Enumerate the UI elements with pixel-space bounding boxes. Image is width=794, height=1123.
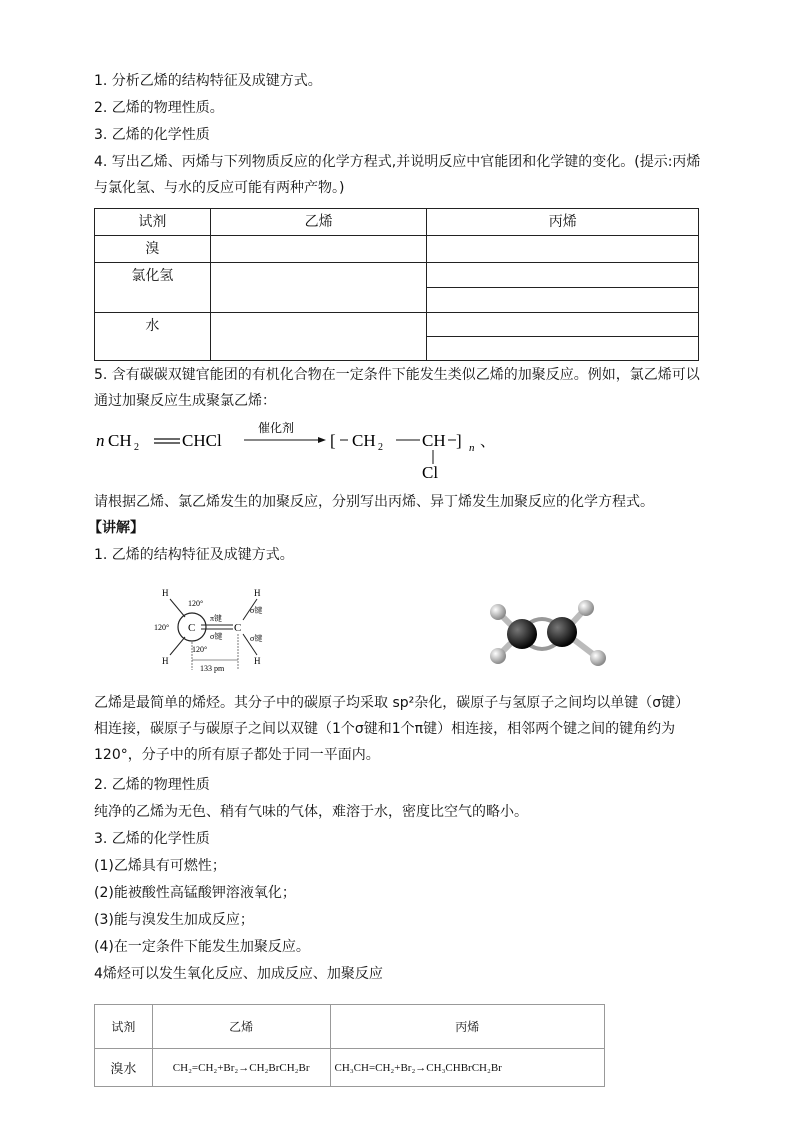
header-ethene: 乙烯 — [152, 1005, 330, 1049]
explain-s3-title: 3. 乙烯的化学性质 — [94, 831, 210, 847]
svg-text:n: n — [96, 431, 105, 450]
question-5: 5. 含有碳碳双键官能团的有机化合物在一定条件下能发生类似乙烯的加聚反应。例如，氯乙烯可以通过加聚反应生成聚氯乙烯： — [94, 367, 700, 409]
svg-text:2: 2 — [134, 442, 139, 453]
arrow-icon — [318, 437, 326, 443]
svg-text:σ键: σ键 — [250, 634, 263, 643]
propene-bromine-equation: CH₃CH=CH₂+Br₂→CH₃CHBrCH₂Br — [330, 1049, 604, 1087]
cell-empty — [210, 313, 427, 361]
question-1: 1. 分析乙烯的结构特征及成键方式。 — [94, 73, 322, 89]
reaction-table — [94, 208, 699, 361]
svg-text:H: H — [162, 588, 169, 598]
header-propene: 丙烯 — [330, 1005, 604, 1049]
polymerization-equation — [94, 418, 514, 482]
cell-empty — [210, 263, 427, 313]
svg-text:、: 、 — [480, 434, 496, 450]
svg-text:Cl: Cl — [422, 463, 439, 482]
question-5-ask: 请根据乙烯、氯乙烯发生的加聚反应，分别写出丙烯、异丁烯发生加聚反应的化学方程式。 — [94, 494, 654, 510]
question-2: 2. 乙烯的物理性质。 — [94, 100, 224, 116]
cell-empty — [427, 288, 699, 313]
svg-text:CH: CH — [352, 431, 376, 450]
svg-text:C: C — [234, 622, 242, 634]
header-reagent: 试剂 — [95, 1005, 153, 1049]
cell-empty — [427, 236, 699, 263]
explain-s2-body: 纯净的乙烯为无色、稍有气味的气体，难溶于水，密度比空气的略小。 — [94, 804, 528, 820]
header-reagent: 试剂 — [95, 209, 211, 236]
catalyst-label: 催化剂 — [258, 421, 295, 435]
explain-heading: 【讲解】 — [88, 520, 144, 536]
reagent-bromine-water: 溴水 — [95, 1049, 153, 1087]
ethene-ball-stick-model — [482, 594, 612, 674]
header-ethene: 乙烯 — [210, 209, 427, 236]
explain-s1-body: 乙烯是最简单的烯烃。其分子中的碳原子均采取 sp²杂化，碳原子与氢原子之间均以单键（σ键）相连接，碳原子与碳原子之间以双键（1个σ键和1个π键）相连接，相邻两个键之间的键角约为120°，分子中的所有原子都处于同一平面内。 — [94, 695, 690, 763]
reagent-water: 水 — [95, 313, 211, 361]
svg-text:σ键: σ键 — [250, 606, 263, 615]
property-1: (1)乙烯具有可燃性； — [94, 858, 226, 874]
svg-text:CH: CH — [422, 431, 446, 450]
ethene-bromine-equation: CH₂=CH₂+Br₂→CH₂BrCH₂Br — [152, 1049, 330, 1087]
svg-text:H: H — [254, 588, 261, 598]
cell-empty — [210, 236, 427, 263]
cell-empty — [427, 263, 699, 288]
reagent-bromine: 溴 — [95, 236, 211, 263]
svg-text:σ键: σ键 — [210, 632, 223, 641]
explain-s4-title: 4烯烃可以发生氧化反应、加成反应、加聚反应 — [94, 966, 383, 982]
cell-empty — [427, 337, 699, 361]
answer-table — [94, 1004, 605, 1087]
question-4: 4. 写出乙烯、丙烯与下列物质反应的化学方程式,并说明反应中官能团和化学键的变化。(提示:丙烯与氯化氢、与水的反应可能有两种产物。) — [94, 154, 701, 196]
property-3: (3)能与溴发生加成反应； — [94, 912, 254, 928]
svg-text:CHCl: CHCl — [182, 431, 222, 450]
header-propene: 丙烯 — [427, 209, 699, 236]
ethene-structure-diagram — [150, 582, 280, 674]
property-2: (2)能被酸性高锰酸钾溶液氧化； — [94, 885, 296, 901]
svg-text:120°: 120° — [192, 645, 208, 654]
svg-text:CH: CH — [108, 431, 132, 450]
svg-text:120°: 120° — [154, 623, 170, 632]
svg-text:2: 2 — [378, 442, 383, 453]
cell-empty — [427, 313, 699, 337]
explain-s2-title: 2. 乙烯的物理性质 — [94, 777, 210, 793]
svg-text:H: H — [162, 656, 169, 666]
reagent-hcl: 氯化氢 — [95, 263, 211, 313]
svg-text:π键: π键 — [210, 614, 223, 623]
svg-text:133 pm: 133 pm — [200, 664, 225, 673]
question-3: 3. 乙烯的化学性质 — [94, 127, 210, 143]
svg-text:[: [ — [330, 431, 336, 450]
svg-text:n: n — [469, 442, 475, 454]
explain-s1-title: 1. 乙烯的结构特征及成键方式。 — [94, 547, 294, 563]
svg-text:120°: 120° — [188, 599, 204, 608]
svg-text:]: ] — [456, 431, 462, 450]
svg-text:C: C — [188, 622, 196, 634]
property-4: (4)在一定条件下能发生加聚反应。 — [94, 939, 310, 955]
svg-text:H: H — [254, 656, 261, 666]
